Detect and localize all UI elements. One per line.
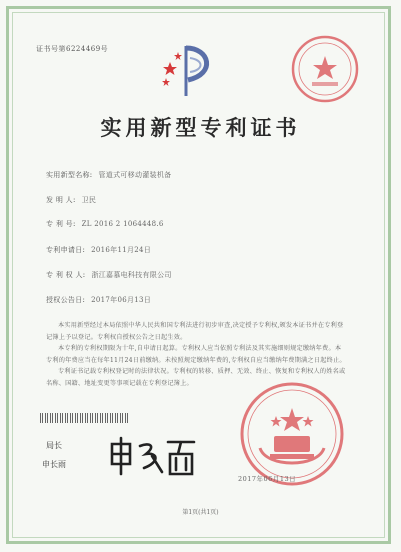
field-application-date bbox=[46, 245, 151, 255]
field-utility-model-name bbox=[46, 170, 171, 180]
field-value: 卫民 bbox=[81, 196, 97, 204]
field-label: 实用新型名称: bbox=[46, 171, 93, 179]
field-label: 发 明 人: bbox=[46, 196, 76, 204]
field-label: 专 利 号: bbox=[46, 220, 76, 228]
field-value: 浙江嘉慕电科技有限公司 bbox=[91, 271, 172, 279]
body-paragraph: 本专利的专利权期限为十年,自申请日起算。专利权人应当依照专利法及其实施细则规定缴纳年费。本专利的年费应当在每年11月24日前缴纳。未按照规定缴纳年费的,专利权自应当缴纳年费期满之日起终止。 bbox=[46, 345, 346, 364]
field-grant-date bbox=[46, 295, 151, 305]
body-paragraph: 专利证书记载专利权登记时的法律状况。专利权的转移、质押、无效、终止、恢复和专利权人的姓名或名称、国籍、地址变更等事项记载在专利登记簿上。 bbox=[46, 368, 346, 387]
field-label: 专利申请日: bbox=[46, 246, 86, 254]
cnipa-logo-icon bbox=[158, 40, 222, 102]
seal-date: 2017年06月13日 bbox=[238, 475, 297, 483]
field-value: 2016年11月24日 bbox=[91, 246, 152, 254]
body-paragraph: 本实用新型经过本局依照中华人民共和国专利法进行初步审查,决定授予专利权,颁发本证书并在专利登记簿上予以登记。专利权自授权公告之日起生效。 bbox=[46, 322, 344, 341]
field-patent-number bbox=[46, 219, 164, 229]
certificate-title: 实用新型专利证书 bbox=[100, 116, 301, 140]
field-label: 专 利 权 人: bbox=[46, 271, 86, 279]
field-value: 管道式可移动灌装机备 bbox=[98, 171, 172, 179]
field-patentee bbox=[46, 270, 172, 280]
field-value: ZL 2016 2 1064448.6 bbox=[81, 220, 164, 228]
page-footer: 第1页(共1页) bbox=[182, 509, 219, 516]
director-title: 局长 bbox=[46, 441, 62, 450]
field-value: 2017年06月13日 bbox=[91, 296, 152, 304]
field-inventor bbox=[46, 195, 96, 205]
field-label: 授权公告日: bbox=[46, 296, 86, 304]
director-name: 申长雨 bbox=[42, 460, 66, 469]
barcode-icon bbox=[40, 413, 130, 423]
top-seal-icon bbox=[290, 34, 360, 104]
director-signature bbox=[106, 434, 198, 478]
certificate-number: 证书号第6224469号 bbox=[36, 45, 109, 53]
